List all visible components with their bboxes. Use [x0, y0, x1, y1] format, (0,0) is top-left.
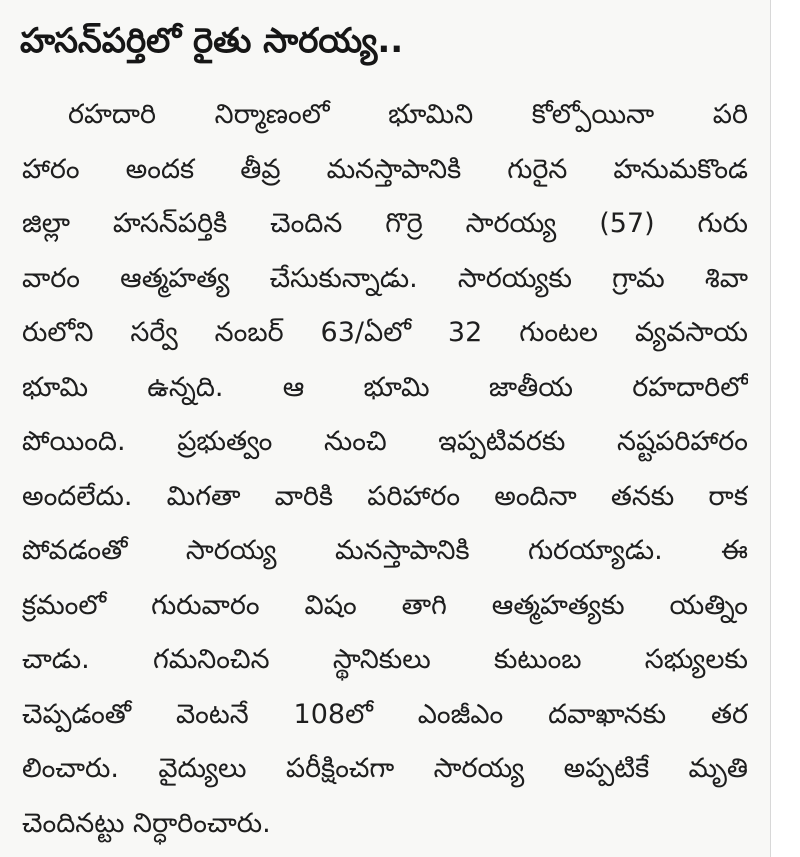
article-line-3: జిల్లా హసన్‌పర్తికి చెందిన గొర్రె సారయ్య (57) గురు — [22, 208, 748, 239]
article-line-8: అందలేదు. మిగతా వారికి పరిహారం అందినా తనకు రాక — [22, 480, 748, 512]
article-line-9: పోవడంతో సారయ్య మనస్తాపానికి గురయ్యాడు. ఈ — [22, 535, 748, 566]
page-margin — [770, 0, 800, 857]
article-headline: హసన్‌పర్తిలో రైతు సారయ్య.. — [20, 21, 404, 61]
article-line-13: లించారు. వైద్యులు పరీక్షించగా సారయ్య అప్పటికే మృతి — [22, 753, 748, 784]
article-line-14: చెందినట్టు నిర్ధారించారు. — [22, 807, 271, 839]
article-line-12: చెప్పడంతో వెంటనే 108లో ఎంజీఎం దవాఖానకు తర — [22, 698, 748, 730]
article-line-1: రహదారి నిర్మాణంలో భూమిని కోల్పోయినా పరి — [68, 99, 748, 130]
article-line-5: రులోని సర్వే నంబర్ 63/ఏలో 32 గుంటల వ్యవసాయ — [22, 317, 748, 348]
article-line-11: చాడు. గమనించిన స్థానికులు కుటుంబ సభ్యులకు — [22, 644, 748, 675]
article-line-10: క్రమంలో గురువారం విషం తాగి ఆత్మహత్యకు యత్నిం — [22, 589, 748, 621]
article-line-4: వారం ఆత్మహత్య చేసుకున్నాడు. సారయ్యకు గ్రామ శివా — [22, 262, 748, 294]
article-line-2: హారం అందక తీవ్ర మనస్తాపానికి గురైన హనుమకొండ — [22, 153, 748, 185]
article-line-7: పోయింది. ప్రభుత్వం నుంచి ఇప్పటివరకు నష్టపరిహారం — [22, 426, 748, 457]
article-body — [22, 88, 748, 851]
article-line-6: భూమి ఉన్నది. ఆ భూమి జాతీయ రహదారిలో — [22, 371, 748, 403]
